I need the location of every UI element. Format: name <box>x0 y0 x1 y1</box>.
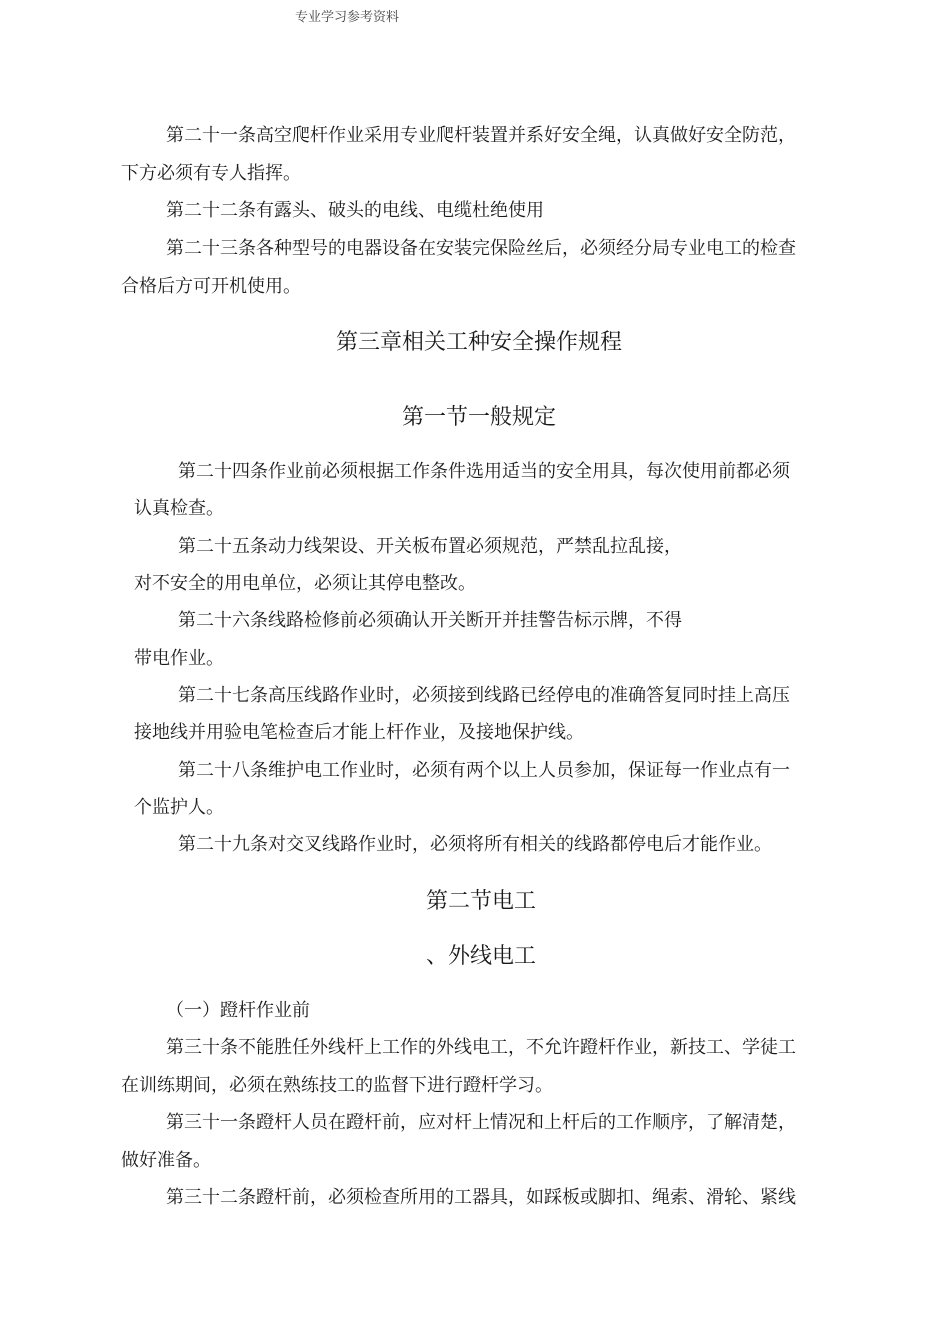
article-26-line2: 带电作业。 <box>134 648 224 669</box>
article-21-line2: 下方必须有专人指挥。 <box>121 163 301 184</box>
article-24-line1: 第二十四条作业前必须根据工作条件选用适当的安全用具，每次使用前都必须 <box>178 461 790 482</box>
article-21-line1: 第二十一条高空爬杆作业采用专业爬杆装置并系好安全绳，认真做好安全防范， <box>166 125 796 146</box>
article-28-line2: 个监护人。 <box>134 797 224 818</box>
section-2-heading: 第二节电工 <box>426 889 537 914</box>
article-27-line2: 接地线并用验电笔检查后才能上杆作业，及接地保护线。 <box>134 722 584 743</box>
article-32-line1: 第三十二条蹬杆前，必须检查所用的工器具，如踩板或脚扣、绳索、滑轮、紧线 <box>166 1187 796 1208</box>
article-30-line2: 在训练期间，必须在熟练技工的监督下进行蹬杆学习。 <box>121 1075 553 1096</box>
article-24-line2: 认真检查。 <box>134 498 224 519</box>
article-23-line2: 合格后方可开机使用。 <box>121 276 301 297</box>
subsection-outer-electrician: 、外线电工 <box>426 944 537 969</box>
section-1-heading: 第一节一般规定 <box>402 405 557 430</box>
article-22: 第二十二条有露头、破头的电线、电缆杜绝使用 <box>166 200 544 221</box>
article-31-line2: 做好准备。 <box>121 1150 211 1171</box>
item-1-heading: （一）蹬杆作业前 <box>166 1000 310 1021</box>
article-27-line1: 第二十七条高压线路作业时，必须接到线路已经停电的准确答复同时挂上高压 <box>178 685 790 706</box>
page-header: 专业学习参考资料 <box>295 10 400 25</box>
article-26-line1: 第二十六条线路检修前必须确认开关断开并挂警告标示牌，不得 <box>178 610 682 631</box>
article-30-line1: 第三十条不能胜任外线杆上工作的外线电工，不允许蹬杆作业，新技工、学徒工 <box>166 1037 796 1058</box>
article-28-line1: 第二十八条维护电工作业时，必须有两个以上人员参加，保证每一作业点有一 <box>178 760 790 781</box>
chapter-3-heading: 第三章相关工种安全操作规程 <box>336 330 623 355</box>
article-25-line2: 对不安全的用电单位，必须让其停电整改。 <box>134 573 476 594</box>
article-25-line1: 第二十五条动力线架设、开关板布置必须规范，严禁乱拉乱接， <box>178 536 682 557</box>
article-29: 第二十九条对交叉线路作业时，必须将所有相关的线路都停电后才能作业。 <box>178 834 772 855</box>
article-23-line1: 第二十三条各种型号的电器设备在安装完保险丝后，必须经分局专业电工的检查 <box>166 238 796 259</box>
article-31-line1: 第三十一条蹬杆人员在蹬杆前，应对杆上情况和上杆后的工作顺序，了解清楚， <box>166 1112 796 1133</box>
